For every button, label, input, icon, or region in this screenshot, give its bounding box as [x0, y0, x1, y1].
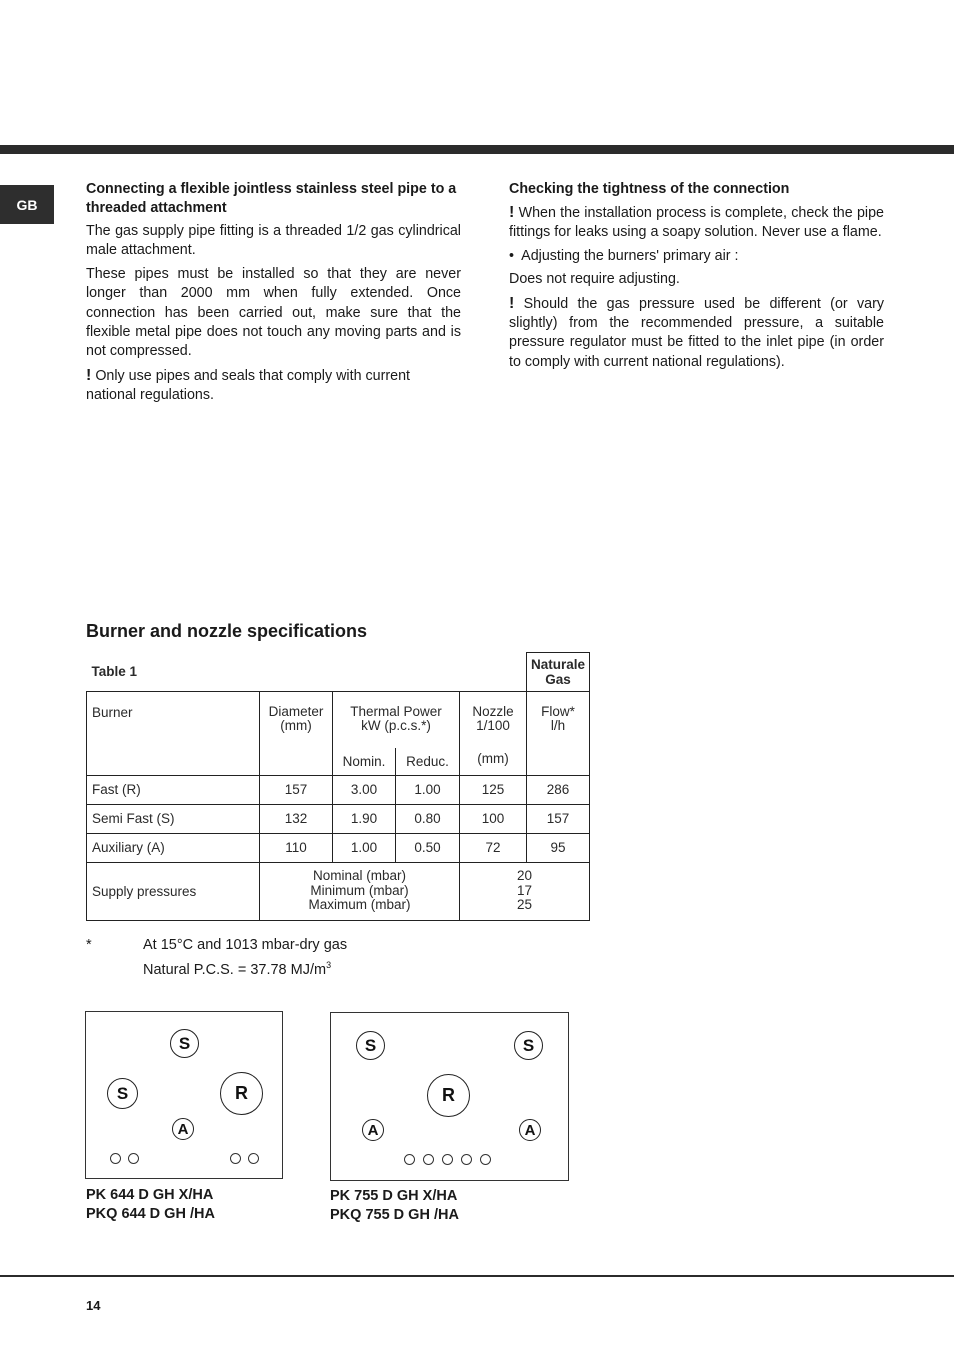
- header-row: [87, 691, 590, 748]
- paragraph: These pipes must be installed so that they are never longer than 2000 mm when fully extended. Once connection has been carried out, make sure that the flexible metal pipe does not touch any moving parts and is not compressed.: [86, 265, 461, 360]
- supply-label: Supply pressures: [87, 862, 260, 920]
- warning-note: ! Only use pipes and seals that comply with current national regulations.: [86, 366, 410, 404]
- hob-layout-diagram-1: [85, 1011, 283, 1179]
- model-label-2: PK 755 D GH X/HA PKQ 755 D GH /HA: [330, 1188, 459, 1223]
- burner-specs-table: [86, 652, 590, 921]
- control-knob-icon: [423, 1154, 434, 1165]
- diameter-header: Diameter (mm): [260, 691, 333, 775]
- supply-pressure-labels: Nominal (mbar) Minimum (mbar) Maximum (mbar): [260, 862, 460, 920]
- burner-header: Burner: [87, 691, 260, 775]
- control-knob-icon: [442, 1154, 453, 1165]
- burner-semi-fast-icon: S: [356, 1031, 385, 1060]
- table-row: Fast (R) 157 3.00 1.00 125 286: [87, 775, 590, 804]
- flow-header: Flow* l/h: [527, 691, 590, 775]
- burner-fast-icon: R: [427, 1074, 470, 1117]
- specs-title: Burner and nozzle specifications: [86, 621, 368, 641]
- exclamation-icon: !: [86, 366, 92, 384]
- table-row: Semi Fast (S) 132 1.90 0.80 100 157: [87, 804, 590, 833]
- warning-note: ! When the installation process is complete, check the pipe fittings for leaks using a soapy solution. Never use a flame.: [509, 204, 884, 241]
- control-knob-icon: [230, 1153, 241, 1164]
- supply-pressures-row: [87, 862, 590, 920]
- table-label: Table 1: [91, 664, 138, 679]
- burner-auxiliary-icon: A: [362, 1119, 384, 1141]
- top-rule: [0, 145, 954, 154]
- exclamation-icon: !: [509, 204, 515, 221]
- paragraph: The gas supply pipe fitting is a threaded 1/2 gas cylindrical male attachment.: [86, 223, 461, 259]
- tightness-section: [509, 180, 884, 376]
- section-heading: Connecting a flexible jointless stainless steel pipe to a threaded attachment: [86, 181, 457, 216]
- burner-fast-icon: R: [220, 1072, 263, 1115]
- control-knob-icon: [128, 1153, 139, 1164]
- control-knob-icon: [110, 1153, 121, 1164]
- reduced-subheader: Reduc.: [396, 748, 460, 775]
- nominal-subheader: Nomin.: [333, 748, 396, 775]
- bullet-item: • Adjusting the burners' primary air :: [509, 247, 739, 264]
- table-label-row: [87, 653, 590, 692]
- burner-semi-fast-icon: S: [170, 1029, 199, 1058]
- hob-layout-diagram-2: [330, 1012, 569, 1181]
- burner-semi-fast-icon: S: [514, 1031, 543, 1060]
- thermal-power-header: Thermal Power kW (p.c.s.*): [333, 691, 460, 748]
- control-knob-icon: [404, 1154, 415, 1165]
- section-heading: Checking the tightness of the connection: [509, 181, 790, 197]
- paragraph: Does not require adjusting.: [509, 271, 680, 288]
- exclamation-icon: !: [509, 294, 515, 312]
- language-tab: GB: [0, 185, 54, 224]
- bottom-rule: [0, 1275, 954, 1277]
- control-knob-icon: [461, 1154, 472, 1165]
- flexible-pipe-section: [86, 180, 461, 410]
- page-number: 14: [86, 1298, 101, 1313]
- burner-semi-fast-icon: S: [107, 1078, 138, 1109]
- supply-pressure-values: 20 17 25: [460, 862, 590, 920]
- nozzle-header: Nozzle 1/100 (mm): [460, 691, 527, 775]
- burner-auxiliary-icon: A: [172, 1118, 194, 1140]
- bullet-icon: •: [509, 247, 515, 264]
- burner-auxiliary-icon: A: [519, 1119, 541, 1141]
- gas-type-header: Naturale Gas: [527, 653, 590, 692]
- table-row: Auxiliary (A) 110 1.00 0.50 72 95: [87, 833, 590, 862]
- control-knob-icon: [480, 1154, 491, 1165]
- control-knob-icon: [248, 1153, 259, 1164]
- footnote-marker: *: [86, 937, 92, 953]
- warning-note: ! Should the gas pressure used be different (or vary slightly) from the recommended pressure, a suitable pressure regulator must be fitted to the inlet pipe (in order to comply with current national regulations).: [509, 294, 884, 370]
- model-label-1: PK 644 D GH X/HA PKQ 644 D GH /HA: [86, 1187, 215, 1222]
